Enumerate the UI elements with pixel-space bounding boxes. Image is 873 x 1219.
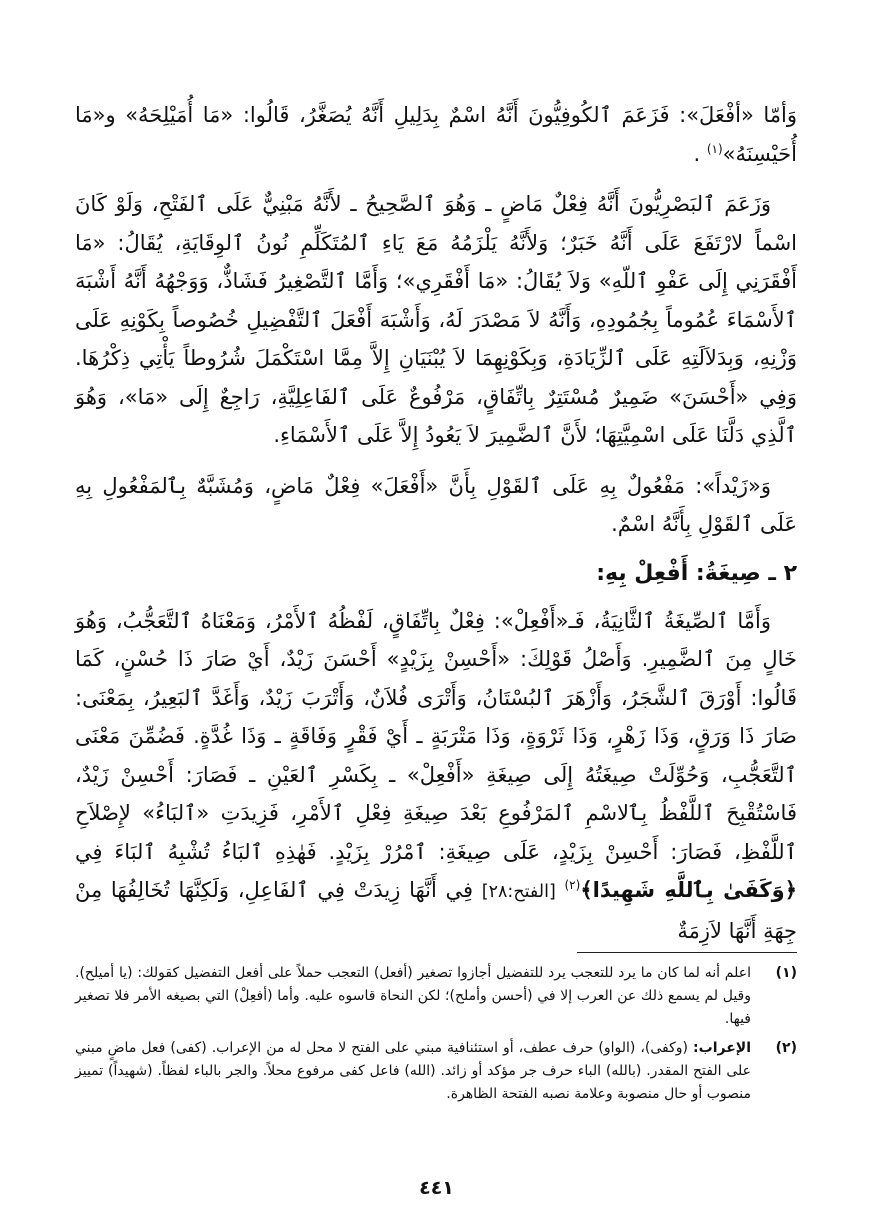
footnote-1 (75, 962, 797, 1031)
footnote-text: اعلم أنه لما كان ما يرد للتعجب يرد للتفضيل أجازوا تصغير (أفعل) التعجب حملاً على أفعل التفضيل كقولك: (يا أميلح). وقيل لم يسمع ذلك عن العرب إلا في (أحسن وأملح)؛ لكن النحاة قاسوه عليه. وأما (أفعِلْ) التي بصيغه الأمر فلا تصغير فيها. (75, 965, 751, 1027)
quran-verse: ﴿وَكَفَىٰ بِٱللَّهِ شَهِيدًا﴾ (580, 878, 797, 902)
page-number: ٤٤١ (419, 1177, 454, 1199)
footnote-body: (وكفى)، (الواو) حرف عطف، أو استئنافية مبني على الفتح لا محل له من الإعراب. (كفى) فعل ماضٍ مبني على الفتح المقدر. (بالله) الباء حرف جر مؤكد أو زائد. (الله) فاعل كفى مرفوع محلاً. والجر بالباء لفظاً. (شهيداً) تمييز منصوب أو حال منصوبة وعلامة نصبه الفتحة الظاهرة. (75, 1040, 751, 1102)
footnote-ref-1[interactable]: (١) (706, 141, 723, 156)
footnote-ref-2[interactable]: (٢) (564, 878, 581, 892)
paragraph-4 (75, 602, 797, 951)
footnote-divider (577, 952, 797, 953)
paragraph-4-text: وَأَمَّا ٱلصِّيغَةُ ٱلثَّانِيَةُ، فَـ«أَفْعِلْ»: فِعْلٌ بِاتِّفَاقٍ، لَفْظُهُ ٱلأَمْرُ، وَمَعْنَاهُ ٱلتَّعَجُّبُ، وَهُوَ خَالٍ مِنَ ٱلضَّمِيرِ. وَأَصْلُ قَوْلِكَ: «أَحْسِنْ بِزَيْدٍ» أَحْسَنَ زَيْدٌ، أَيْ صَارَ ذَا حُسْنٍ، كَمَا قَالُوا: أَوْرَقَ ٱلشَّجَرُ، وَأَزْهَرَ ٱلبُسْتَانُ، وَأَتْرَى فُلاَنٌ، وَأَتْرَبَ زَيْدٌ، وَأَغَدَّ ٱلبَعِيرُ، بِمَعْنَى: صَارَ ذَا وَرَقٍ، وَذَا زَهْرٍ، وَذَا ثَرْوَةٍ، وَذَا مَتْرَبَةٍ ـ أَيْ فَقْرٍ وَفَاقَةٍ ـ وَذَا غُدَّةٍ. فَضُمِّنَ مَعْنَى ٱلتَّعَجُّبِ، وَحُوِّلَتْ صِيغَتُهُ إِلَى صِيغَةِ «أَفْعِلْ» ـ بِكَسْرِ ٱلعَيْنِ ـ فَصَارَ: أَحْسِنْ زَيْدٌ، فَاسْتُقْبِحَ ٱللَّفْظُ بِٱلاسْمِ ٱلمَرْفُوعِ بَعْدَ صِيغَةِ فِعْلِ ٱلأَمْرِ، فَزِيدَتِ «ٱلبَاءُ» لإِصْلاَحِ ٱللَّفْظِ، فَصَارَ: أَحْسِنْ بِزَيْدٍ، عَلَى صِيغَةِ: ٱمْرُرْ بِزَيْدٍ. فَهٰذِهِ ٱلبَاءُ تُشْبِهُ ٱلبَاءَ فِي (75, 608, 797, 864)
footnote-number: (١) (775, 965, 797, 981)
footnote-label: الإعراب: (693, 1040, 751, 1056)
paragraph-1-text: وَأمّا «أفْعَلَ»: فَزَعَمَ ٱلكُوفِيُّونَ أَنَّهُ اسْمٌ بِدَلِيلِ أَنَّهُ يُصَغَّرُ، قَالُوا: «مَا أُمَيْلِحَهُ» و«مَا أُحَيْسِنَهُ» (75, 103, 797, 166)
paragraph-4-tail: فِي أَنَّهَا زِيدَتْ فِي ٱلفَاعِلِ، وَلَكِنَّهَا تُخَالِفُهَا مِنْ جِهَةِ أَنَّهَا لاَزِمَةٌ (75, 878, 797, 943)
footnotes (75, 962, 797, 1112)
footnote-text (75, 1037, 751, 1106)
footnote-number: (٢) (775, 1040, 797, 1056)
quran-citation: [الفتح:٢٨] (481, 882, 556, 902)
footnote-2 (75, 1037, 797, 1106)
paragraph-3: وَ«زَيْداً»: مَفْعُولٌ بِهِ عَلَى ٱلقَوْلِ بِأَنَّ «أَفْعَلَ» فِعْلٌ مَاضٍ، وَمُشَبَّهٌ بِٱلمَفْعُولِ بِهِ عَلَى ٱلقَوْلِ بِأَنَّهُ اسْمٌ. (75, 473, 797, 536)
main-text (75, 96, 797, 950)
page-body (75, 96, 797, 962)
paragraph-2: وَزَعَمَ ٱلبَصْرِيُّونَ أَنَّهُ فِعْلٌ مَاضٍ ـ وَهُوَ ٱلصَّحِيحُ ـ لأَنَّهُ مَبْنِيٌّ عَلَى ٱلفَتْحِ، وَلَوْ كَانَ اسْماً لارْتَفَعَ عَلَى أَنَّهُ خَبَرٌ؛ وَلأَنَّهُ يَلْزَمُهُ مَعَ يَاءِ ٱلمُتَكَلِّمِ نُونُ ٱلوِقَايَةِ، يُقَالُ: «مَا أَفْقَرَنِي إِلَى عَفْوِ ٱللّهِ» وَلاَ يُقَالُ: «مَا أَفْقَرِي»؛ وَأَمَّا ٱلتَّصْغِيرُ فَشَاذٌّ، وَوَجْهُهُ أَنَّهُ أَشْبَهَ ٱلأَسْمَاءَ عُمُوماً بِجُمُودِهِ، وَأَنَّهُ لاَ مَصْدَرَ لَهُ، وَأَشْبَهَ أَفْعَلَ ٱلتَّفْضِيلِ خُصُوصاً بِكَوْنِهِ عَلَى وَزْنِهِ، وَبِدَلاَلَتِهِ عَلَى ٱلزِّيَادَةِ، وَبِكَوْنِهِمَا لاَ يُبْنَيَانِ إِلاَّ مِمَّا اسْتَكْمَلَ شُرُوطاً يَأْتِي ذِكْرُهَا. وَفِي «أَحْسَنَ» ضَمِيرٌ مُسْتَتِرٌ بِاتِّفَاقٍ، مَرْفُوعٌ عَلَى ٱلفَاعِلِيَّةِ، رَاجِعٌ إِلَى «مَا»، وَهُوَ ٱلَّذِي دَلَّنَا عَلَى اسْمِيَّتِهَا؛ لأَنَّ ٱلضَّمِيرَ لاَ يَعُودُ إِلاَّ عَلَى ٱلأَسْمَاءِ. (75, 192, 797, 447)
paragraph-1 (75, 96, 797, 173)
paragraph-1-end: . (693, 141, 701, 166)
section-heading: ٢ ـ صِيغَةُ: أَفْعِلْ بِهِ: (596, 560, 797, 586)
